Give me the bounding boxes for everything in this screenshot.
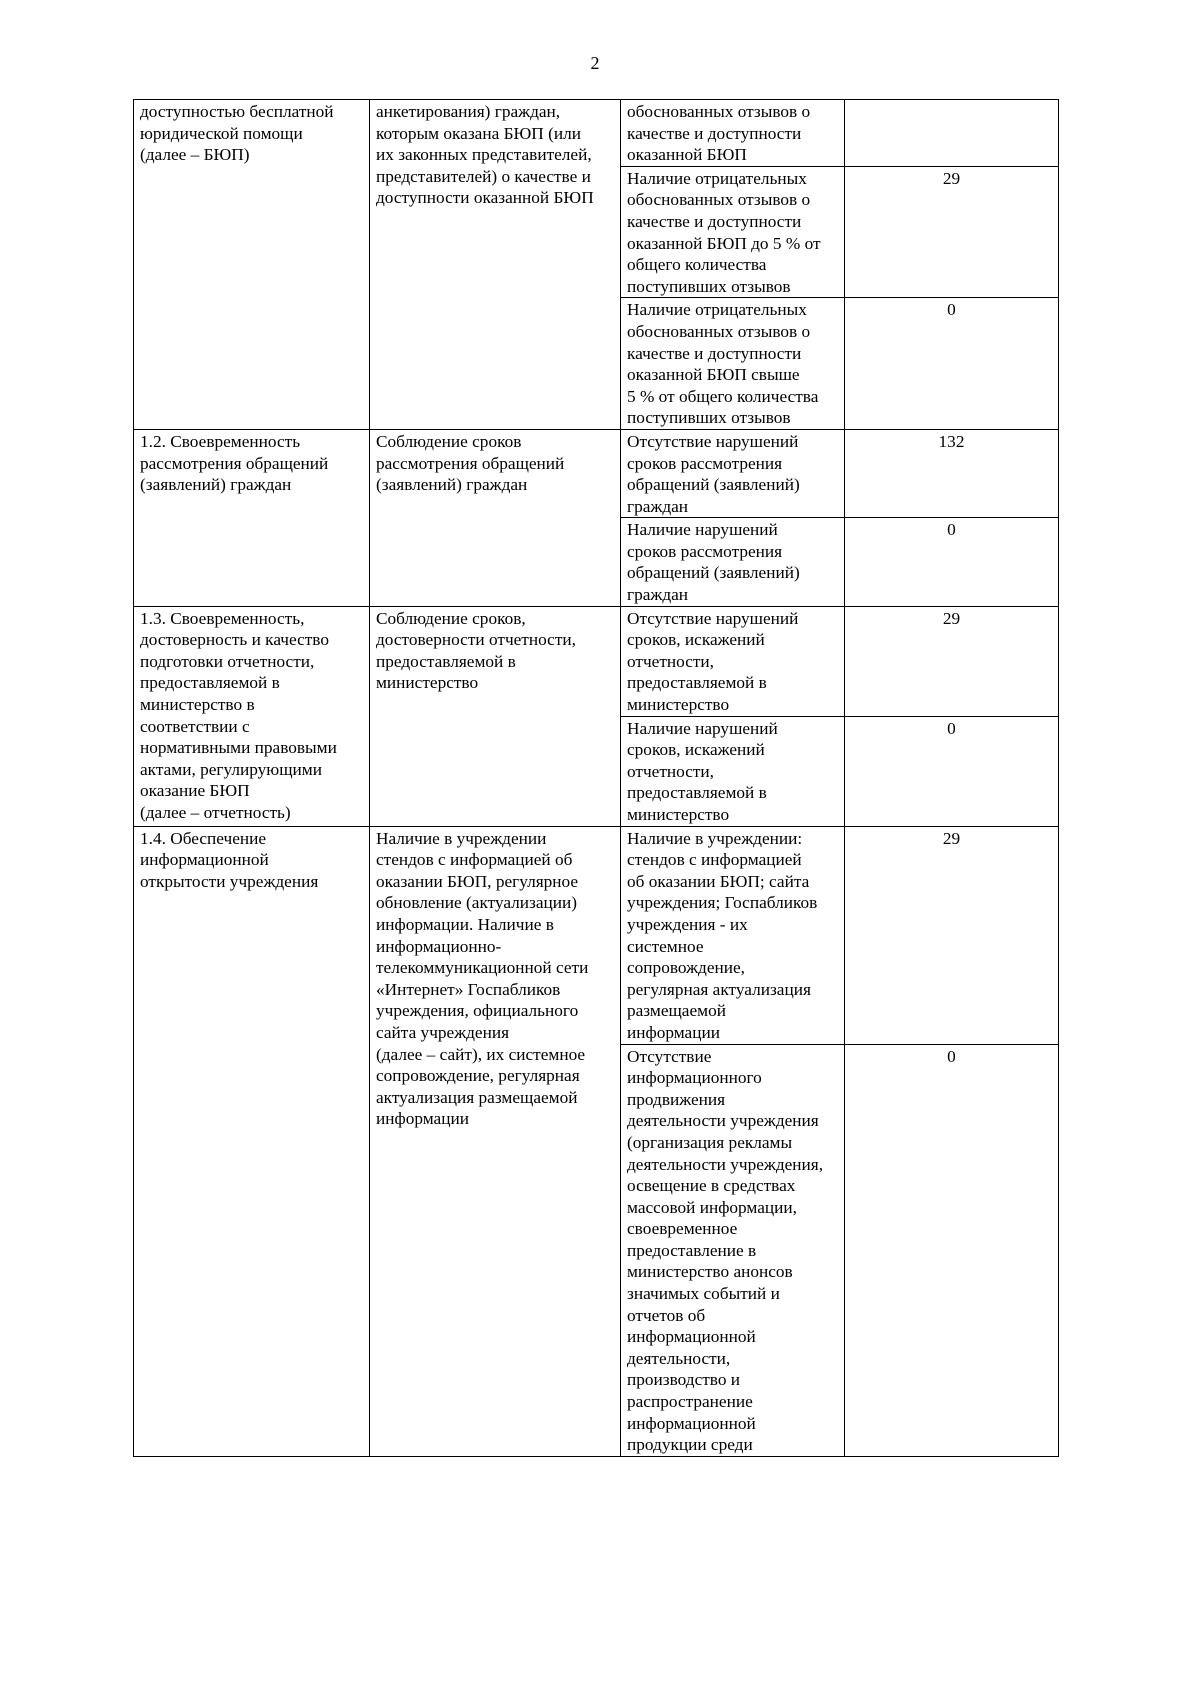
cell-text-line: качестве и доступности: [627, 211, 802, 231]
cell-text-line: Наличие нарушений: [627, 718, 778, 738]
cell-text-line: предоставляемой в: [627, 783, 767, 803]
cell-text-line: предоставляемой в: [376, 651, 516, 671]
cell-text-line: Наличие отрицательных: [627, 168, 807, 188]
cell-text-line: обращений (заявлений): [627, 563, 800, 583]
cell-text-line: информационной: [627, 1413, 756, 1433]
measure-cell: [621, 1044, 845, 1456]
measure-cell: [621, 826, 845, 1044]
cell-text-line: информации: [627, 1022, 720, 1042]
cell-text-line: (заявлений) граждан: [376, 475, 528, 495]
cell-text-line: поступивших отзывов: [627, 276, 791, 296]
cell-text-line: информационно-: [376, 936, 502, 956]
cell-text-line: своевременное: [627, 1219, 738, 1239]
cell-text-line: рассмотрения обращений: [140, 453, 329, 473]
cell-text-line: стендов с информацией об: [376, 850, 573, 870]
cell-text-line: системное: [627, 936, 704, 956]
cell-text-line: министерство анонсов: [627, 1262, 793, 1282]
cell-text-line: 5 % от общего количества: [627, 386, 819, 406]
cell-text-line: Наличие отрицательных: [627, 300, 807, 320]
cell-text-line: Наличие в учреждении:: [627, 828, 803, 848]
cell-text-line: анкетирования) граждан,: [376, 102, 561, 121]
cell-text-line: массовой информации,: [627, 1197, 797, 1217]
measure-cell: [621, 166, 845, 298]
cell-text-line: открытости учреждения: [140, 871, 319, 891]
cell-text-line: граждан: [627, 496, 689, 516]
indicator-cell: [370, 100, 621, 430]
cell-text-line: министерство: [627, 695, 730, 715]
cell-text-line: рассмотрения обращений: [376, 453, 565, 473]
cell-text-line: сайта учреждения: [376, 1022, 510, 1042]
criteria-table: [133, 99, 1059, 1457]
page-number: 2: [590, 53, 600, 73]
value-cell: 132: [845, 429, 1059, 517]
cell-text-line: деятельности,: [627, 1348, 731, 1368]
table-row: [134, 100, 1059, 167]
cell-text-line: Отсутствие нарушений: [627, 608, 799, 628]
value-cell: 29: [845, 166, 1059, 298]
cell-text-line: юридической помощи: [140, 123, 303, 143]
cell-text-line: качестве и доступности: [627, 343, 802, 363]
cell-text-line: телекоммуникационной сети: [376, 958, 589, 978]
cell-text-line: стендов с информацией: [627, 850, 802, 870]
cell-text-line: отчетности,: [627, 651, 714, 671]
cell-text-line: министерство в: [140, 695, 255, 715]
cell-text-line: информационного: [627, 1068, 762, 1088]
cell-text-line: актами, регулирующими: [140, 759, 322, 779]
indicator-cell: [370, 606, 621, 826]
value-cell: 29: [845, 826, 1059, 1044]
cell-text-line: Соблюдение сроков: [376, 431, 522, 451]
cell-text-line: (далее – сайт), их системное: [376, 1044, 586, 1064]
cell-text-line: (заявлений) граждан: [140, 475, 292, 495]
cell-text-line: (организация рекламы: [627, 1132, 793, 1152]
value-cell: 0: [845, 518, 1059, 606]
cell-text-line: производство и: [627, 1370, 741, 1390]
cell-text-line: соответствии с: [140, 716, 250, 736]
cell-text-line: регулярная актуализация: [627, 979, 811, 999]
cell-text-line: (далее – БЮП): [140, 145, 250, 165]
value-cell: 0: [845, 298, 1059, 430]
table-row: [134, 429, 1059, 517]
cell-text-line: обновление (актуализации): [376, 893, 578, 913]
measure-cell: [621, 716, 845, 826]
cell-text-line: оказанной БЮП: [627, 145, 747, 165]
cell-text-line: деятельности учреждения,: [627, 1154, 824, 1174]
cell-text-line: доступностью бесплатной: [140, 102, 334, 121]
cell-text-line: значимых событий и: [627, 1284, 780, 1304]
measure-cell: [621, 518, 845, 606]
cell-text-line: «Интернет» Госпабликов: [376, 979, 561, 999]
cell-text-line: сроков, искажений: [627, 740, 765, 760]
value-cell: 0: [845, 716, 1059, 826]
cell-text-line: 1.3. Своевременность,: [140, 608, 305, 628]
measure-cell: [621, 429, 845, 517]
cell-text-line: Соблюдение сроков,: [376, 608, 526, 628]
cell-text-line: качестве и доступности: [627, 123, 802, 143]
cell-text-line: отчетности,: [627, 761, 714, 781]
cell-text-line: обоснованных отзывов о: [627, 321, 811, 341]
cell-text-line: размещаемой: [627, 1001, 726, 1021]
cell-text-line: общего количества: [627, 255, 767, 275]
criterion-cell: [134, 606, 370, 826]
cell-text-line: нормативными правовыми: [140, 738, 337, 758]
criterion-cell: [134, 100, 370, 430]
cell-text-line: достоверность и качество: [140, 630, 329, 650]
cell-text-line: которым оказана БЮП (или: [376, 123, 581, 143]
cell-text-line: деятельности учреждения: [627, 1111, 819, 1131]
cell-text-line: информации: [376, 1109, 469, 1129]
cell-text-line: предоставляемой в: [627, 673, 767, 693]
cell-text-line: учреждения - их: [627, 914, 748, 934]
cell-text-line: подготовки отчетности,: [140, 651, 315, 671]
cell-text-line: поступивших отзывов: [627, 408, 791, 428]
cell-text-line: продвижения: [627, 1089, 726, 1109]
measure-cell: [621, 100, 845, 167]
cell-text-line: их законных представителей,: [376, 145, 592, 165]
indicator-cell: [370, 826, 621, 1456]
cell-text-line: предоставление в: [627, 1240, 757, 1260]
cell-text-line: информационной: [627, 1327, 756, 1347]
cell-text-line: 1.4. Обеспечение: [140, 828, 267, 848]
cell-text-line: доступности оказанной БЮП: [376, 188, 594, 208]
measure-cell: [621, 606, 845, 716]
cell-text-line: сроков рассмотрения: [627, 541, 783, 561]
cell-text-line: сроков, искажений: [627, 630, 765, 650]
cell-text-line: представителей) о качестве и: [376, 166, 591, 186]
cell-text-line: информационной: [140, 850, 269, 870]
indicator-cell: [370, 429, 621, 606]
cell-text-line: продукции среди: [627, 1435, 753, 1455]
cell-text-line: учреждения, официального: [376, 1001, 579, 1021]
cell-text-line: граждан: [627, 585, 689, 605]
cell-text-line: достоверности отчетности,: [376, 630, 576, 650]
cell-text-line: предоставляемой в: [140, 673, 280, 693]
cell-text-line: оказанной БЮП до 5 % от: [627, 233, 821, 253]
value-cell: 29: [845, 606, 1059, 716]
cell-text-line: (далее – отчетность): [140, 803, 291, 822]
cell-text-line: отчетов об: [627, 1305, 706, 1325]
value-cell: 0: [845, 1044, 1059, 1456]
cell-text-line: обоснованных отзывов о: [627, 102, 811, 121]
cell-text-line: информации. Наличие в: [376, 914, 554, 934]
table-row: [134, 826, 1059, 1044]
cell-text-line: освещение в средствах: [627, 1176, 796, 1196]
cell-text-line: актуализация размещаемой: [376, 1087, 578, 1107]
cell-text-line: сопровождение,: [627, 958, 745, 978]
criterion-cell: [134, 429, 370, 606]
cell-text-line: распространение: [627, 1392, 753, 1412]
cell-text-line: обоснованных отзывов о: [627, 190, 811, 210]
cell-text-line: учреждения; Госпабликов: [627, 893, 818, 913]
cell-text-line: обращений (заявлений): [627, 475, 800, 495]
cell-text-line: оказании БЮП, регулярное: [376, 871, 579, 891]
cell-text-line: оказанной БЮП свыше: [627, 365, 800, 385]
cell-text-line: Наличие в учреждении: [376, 828, 547, 848]
cell-text-line: Наличие нарушений: [627, 520, 778, 540]
value-cell: [845, 100, 1059, 167]
cell-text-line: 1.2. Своевременность: [140, 431, 301, 451]
cell-text-line: об оказании БЮП; сайта: [627, 871, 810, 891]
cell-text-line: сопровождение, регулярная: [376, 1066, 580, 1086]
cell-text-line: министерство: [627, 805, 730, 824]
cell-text-line: оказание БЮП: [140, 781, 250, 801]
cell-text-line: Отсутствие: [627, 1046, 712, 1066]
measure-cell: [621, 298, 845, 430]
table-row: [134, 606, 1059, 716]
cell-text-line: Отсутствие нарушений: [627, 431, 799, 451]
criterion-cell: [134, 826, 370, 1456]
cell-text-line: сроков рассмотрения: [627, 453, 783, 473]
cell-text-line: министерство: [376, 673, 479, 693]
